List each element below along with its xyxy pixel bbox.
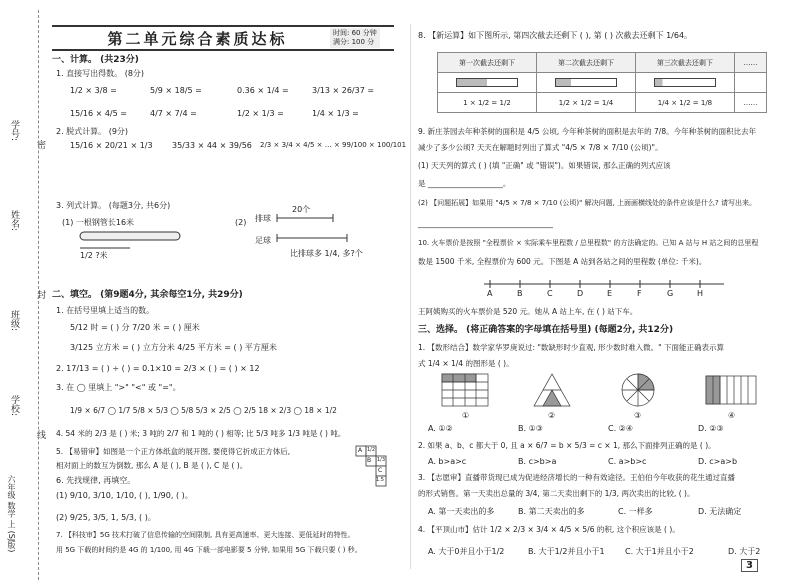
station-label: H [697,289,704,298]
fill-item: 5/12 时 = ( ) 分 7/20 米 = ( ) 厘米 [70,323,200,332]
choice-option: C. 一样多 [618,507,653,516]
figure-label: ④ [728,411,736,420]
choice-option: B. 第二天卖出的多 [518,507,585,516]
football-label: 足球 [255,236,271,245]
choice-q2: 2. 如果 a、b、c 都大于 0, 且 a × 6/7 = b × 5/3 = c × 1, 那么下面排列正确的是 ( )。 [418,441,716,450]
choice-option: A. ①② [428,424,453,433]
choice-option: A. 大于0并且小于1/2 [428,547,505,556]
name-label: 姓名: [9,210,19,232]
figure-label: ② [548,411,556,420]
volleyball-label: 排球 [255,214,271,223]
choice-option: C. 大于1并且小于2 [625,547,694,556]
q9-line: (2) 【问题拓展】如果用 "4/5 × 7/8 × 7/10 (公顷)" 解决问题, 上面画横线处的条件应该是什么? 请写出来。 [418,199,756,207]
net-cell: 1.5 [376,477,384,483]
q8-text: 8. 【新运算】如下图所示, 第四次截去还剩下 ( ), 第 ( ) 次截去还剩下 1/64。 [418,31,693,40]
school-label: 学校: [9,395,19,417]
fill-item: 7. 【科技审】5G 技术打破了信息传输的空间限制, 具有更高速率、更大连接、更低延时的特性。 [56,531,355,539]
volleyball-count: 20个 [292,205,311,214]
q9-line: ____________________________________ [418,219,553,228]
choice-option: A. b>a>c [428,457,467,466]
calc-item: 3/13 × 26/37 = [312,86,375,95]
full-score: 满分: 100 分 [333,38,375,46]
step-item: 15/16 × 20/21 × 1/3 [70,141,153,150]
q9-line: 是 ____________________。 [418,179,511,188]
net-cell: C [378,467,383,474]
figure-label: ③ [634,411,642,420]
class-label: 班级: [9,310,19,332]
binding-text: 六年级 数学 上 (SJ版) [7,475,16,553]
choice-figures [440,372,770,412]
net-cell: B [367,457,372,464]
section-2-title: 二、填空。 (第9题4分, 其余每空1分, 共29分) [52,290,243,300]
table-cell: 1/2 × 1/2 = 1/4 [536,93,635,113]
figure-label: ① [462,411,470,420]
table-cell: …… [734,93,766,113]
strip-figure [456,78,518,87]
fill-item: 1/9 × 6/7 ◯ 1/7 5/8 × 5/3 ◯ 5/8 5/3 × 2/5 ◯ 2/5 18 × 2/3 ◯ 18 × 1/2 [70,406,337,415]
fill-item: 1. 在括号里填上适当的数。 [56,306,155,315]
table-cell: 1 × 1/2 = 1/2 [438,93,537,113]
calc-item: 4/7 × 7/4 = [150,109,197,118]
calc-item: 5/9 × 18/5 = [150,86,202,95]
station-label: D [577,289,584,298]
choice-option: C. ②④ [608,424,634,433]
table-header: 第二次截去还剩下 [536,53,635,73]
station-label: C [547,289,553,298]
strip-figure [654,78,716,87]
page-title: 第二单元综合素质达标 [107,30,288,48]
fill-item: 用 5G 下载的时间约是 4G 的 1/100, 用 4G 下载一部电影要 5 分钟, 如果用 5G 下载只要 ( ) 秒。 [56,546,362,554]
choice-option: C. a>b>c [608,457,647,466]
step-item: 2/3 × 3/4 × 4/5 × … × 99/100 × 100/101 [260,141,407,149]
net-cell: A [358,447,363,454]
exam-meta [330,28,380,48]
q9-line: 减少了多少公顷? 天天在解题时列出了算式 "4/5 × 7/8 × 7/10 (公顷)"。 [418,143,663,152]
table-header: 第一次截去还剩下 [438,53,537,73]
choice-q1-line: 1. 【数形结合】数学家华罗庚说过: "数缺形时少直观, 形少数时难入微。" 下面能正确表示算 [418,343,724,352]
choice-option: A. 第一天卖出的多 [428,507,495,516]
choice-q3-line: 的形式销售。第一天卖出总量的 3/4, 第二天卖出剩下的 1/3, 两次卖出的比较, ( )。 [418,489,695,498]
choice-option: D. ②③ [698,424,724,433]
student-id-label: 学号: [9,120,19,142]
calc-item: 15/16 × 4/5 = [70,109,127,118]
calc-item: 1/2 × 3/8 = [70,86,117,95]
fill-item: 6. 先找规律, 再填空。 [56,476,136,485]
cut-mark-3: 线 [35,430,45,439]
choice-option: B. c>b>a [518,457,557,466]
ball-bar-figure [275,210,355,250]
choice-option: B. 大于1/2并且小于1 [528,547,605,556]
step-item: 35/33 × 44 × 39/56 [172,141,252,150]
section-3-title: 三、选择。 (将正确答案的字母填在括号里) (每题2分, 共12分) [418,325,674,335]
fill-item: 3/125 立方米 = ( ) 立方分米 4/25 平方米 = ( ) 平方厘米 [70,343,277,352]
cut-mark-2: 封 [35,290,45,299]
q9-line: (1) 天天列的算式 ( ) (填 "正确" 或 "错误")。如果错误, 那么正确的列式应该 [418,161,671,170]
choice-option: D. 无法确定 [698,507,742,516]
calc-item: 0.36 × 1/4 = [237,86,289,95]
net-cell: 1/3 [377,457,386,463]
calc-item: 1/2 × 1/3 = [237,109,284,118]
station-label: B [517,289,523,298]
table-header: 第三次截去还剩下 [635,53,734,73]
fill-item: 2. 17/13 = ( ) ÷ ( ) = 0.1×10 = 2/3 × ( ) = ( ) × 12 [56,364,260,373]
net-cell: 1/2 [367,447,376,453]
time-limit: 时间: 60 分钟 [333,29,377,37]
fill-item: (2) 9/25, 3/5, 1, 5/3, ( )。 [56,513,156,522]
fill-item: 相对面上的数互为倒数, 那么 A 是 ( ), B 是 ( ), C 是 ( )。 [56,461,248,470]
q3-part2: (2) [235,218,247,227]
page-number: 3 [741,559,758,572]
q2-step-calc: 2. 脱式计算。 (9分) [56,127,129,136]
q9-line: 9. 新庄茶园去年种茶树的面积是 4/5 公顷, 今年种茶树的面积是去年的 7/8。今年种茶树的面积比去年 [418,127,757,136]
q10-line: 10. 火车票价是按照 "全程票价 × 实际乘车里程数 / 总里程数" 的方法确定的。已知 A 站与 H 站之间的总里程 [418,239,759,247]
fill-item: 3. 在 ◯ 里填上 ">" "<" 或 "="。 [56,383,181,392]
choice-option: D. 大于2 [728,547,761,556]
q3-part1: (1) 一根钢管长16米 [62,218,135,227]
fill-item: (1) 9/10, 3/10, 1/10, ( ), 1/90, ( )。 [56,491,193,500]
station-label: G [667,289,674,298]
fill-item: 4. 54 米的 2/3 是 ( ) 米; 3 吨的 2/7 和 1 吨的 ( ) 相等; 比 5/3 吨多 1/3 吨是 ( ) 吨。 [56,429,346,438]
cut-table [437,52,767,113]
q1-direct-calc: 1. 直接写出得数。 (8分) [56,69,145,78]
station-label: F [637,289,642,298]
cut-line [38,10,39,580]
station-label: A [487,289,493,298]
football-more-label: 比排球多 1/4, 多?个 [290,249,363,258]
choice-q3-line: 3. 【志愿审】直播带货现已成为促进经济增长的一种有效途径。王伯伯今年收获的花生通过直播 [418,473,736,482]
table-cell: 1/4 × 1/2 = 1/8 [635,93,734,113]
fill-item: 5. 【易错审】如图是一个正方体纸盒的展开图, 要使得它折成正方体后, [56,447,291,456]
column-divider [410,24,411,569]
choice-option: B. ①③ [518,424,543,433]
choice-q4: 4. 【平顶山市】估计 1/2 × 2/3 × 3/4 × 4/5 × 5/6 的积, 这个积应该是 ( )。 [418,525,680,534]
section-1-title: 一、计算。 (共23分) [52,55,139,65]
table-header: …… [734,53,766,73]
q10-line: 王阿姨购买的火车票价是 520 元。她从 A 站上车, 在 ( ) 站下车。 [418,307,638,316]
calc-item: 1/4 × 1/3 = [312,109,359,118]
q3-part1-label: 1/2 ?米 [80,251,108,260]
choice-option: D. c>a>b [698,457,738,466]
q3-list-calc: 3. 列式计算。 (每题3分, 共6分) [56,201,171,210]
q10-line: 数是 1500 千米, 全程票价为 600 元。下图是 A 站到各站之间的里程数 (单位: 千米)。 [418,257,707,266]
cut-mark-1: 密 [35,140,45,149]
strip-figure [555,78,617,87]
choice-q1-line: 式 1/4 × 1/4 的图形是 ( )。 [418,359,514,368]
station-label: E [607,289,613,298]
